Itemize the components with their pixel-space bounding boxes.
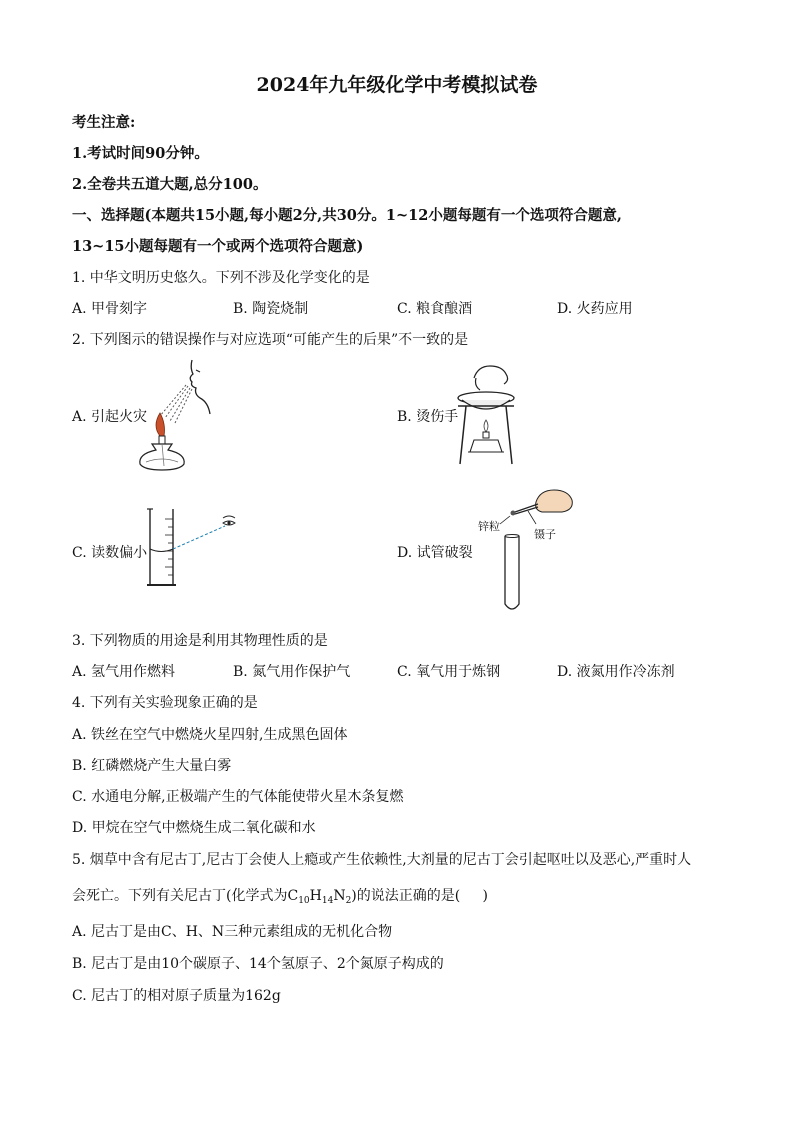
- option-a: A. 氢气用作燃料: [72, 664, 176, 680]
- option-a: A. 甲骨刻字: [72, 301, 148, 317]
- stem-suffix: )的说法正确的是( ): [351, 888, 488, 904]
- question-stem: 5. 烟草中含有尼古丁,尼古丁会使人上瘾或产生依赖性,大剂量的尼古丁会引起呕吐以及恶心,严重时人: [72, 852, 692, 868]
- test-tube-zinc-figure: [470, 486, 580, 616]
- option-d: D. 试管破裂: [397, 545, 473, 561]
- graduated-cylinder-figure: [145, 505, 245, 590]
- option-d: D. 火药应用: [557, 301, 633, 317]
- question-stem: 1. 中华文明历史悠久。下列不涉及化学变化的是: [72, 270, 370, 286]
- option-b: B. 尼古丁是由10个碳原子、14个氢原子、2个氮原子构成的: [72, 956, 444, 972]
- option-b: B. 红磷燃烧产生大量白雾: [72, 758, 232, 774]
- section-heading-cont: 13~15小题每题有一个或两个选项符合题意): [72, 238, 364, 255]
- option-d: D. 甲烷在空气中燃烧生成二氧化碳和水: [72, 820, 316, 836]
- alcohol-lamp-blowing-figure: [130, 358, 240, 473]
- option-c: C. 读数偏小: [72, 545, 148, 561]
- stem-prefix: 会死亡。下列有关尼古丁(化学式为: [72, 888, 288, 904]
- zinc-label: 锌粒: [478, 520, 500, 533]
- page-title: 2024年九年级化学中考模拟试卷: [256, 74, 538, 96]
- section-heading: 一、选择题(本题共15小题,每小题2分,共30分。1~12小题每题有一个选项符合题意,: [72, 207, 622, 224]
- option-c: C. 尼古丁的相对原子质量为162g: [72, 988, 281, 1004]
- option-a: A. 尼古丁是由C、H、N三种元素组成的无机化合物: [72, 924, 393, 940]
- question-stem: 4. 下列有关实验现象正确的是: [72, 695, 258, 711]
- chemical-formula: $C_{10}H_{14}N_2$: [287, 888, 352, 906]
- option-c: C. 粮食酿酒: [397, 301, 473, 317]
- option-a: A. 引起火灾: [72, 409, 148, 425]
- option-b: B. 陶瓷烧制: [233, 301, 309, 317]
- notice-item: 2.全卷共五道大题,总分100。: [72, 176, 268, 193]
- option-d: D. 液氮用作冷冻剂: [557, 664, 675, 680]
- option-c: C. 氧气用于炼钢: [397, 664, 501, 680]
- question-stem: 3. 下列物质的用途是利用其物理性质的是: [72, 633, 328, 649]
- question-stem: 2. 下列图示的错误操作与对应选项“可能产生的后果”不一致的是: [72, 332, 469, 348]
- notice-heading: 考生注意:: [72, 114, 136, 131]
- option-b: B. 氮气用作保护气: [233, 664, 351, 680]
- tweezers-label: 镊子: [534, 528, 556, 541]
- question-stem-cont: [72, 885, 488, 906]
- evaporating-dish-figure: [452, 360, 522, 470]
- option-a: A. 铁丝在空气中燃烧火星四射,生成黑色固体: [72, 727, 348, 743]
- notice-item: 1.考试时间90分钟。: [72, 145, 209, 162]
- option-b: B. 烫伤手: [397, 409, 459, 425]
- option-c: C. 水通电分解,正极端产生的气体能使带火星木条复燃: [72, 789, 404, 805]
